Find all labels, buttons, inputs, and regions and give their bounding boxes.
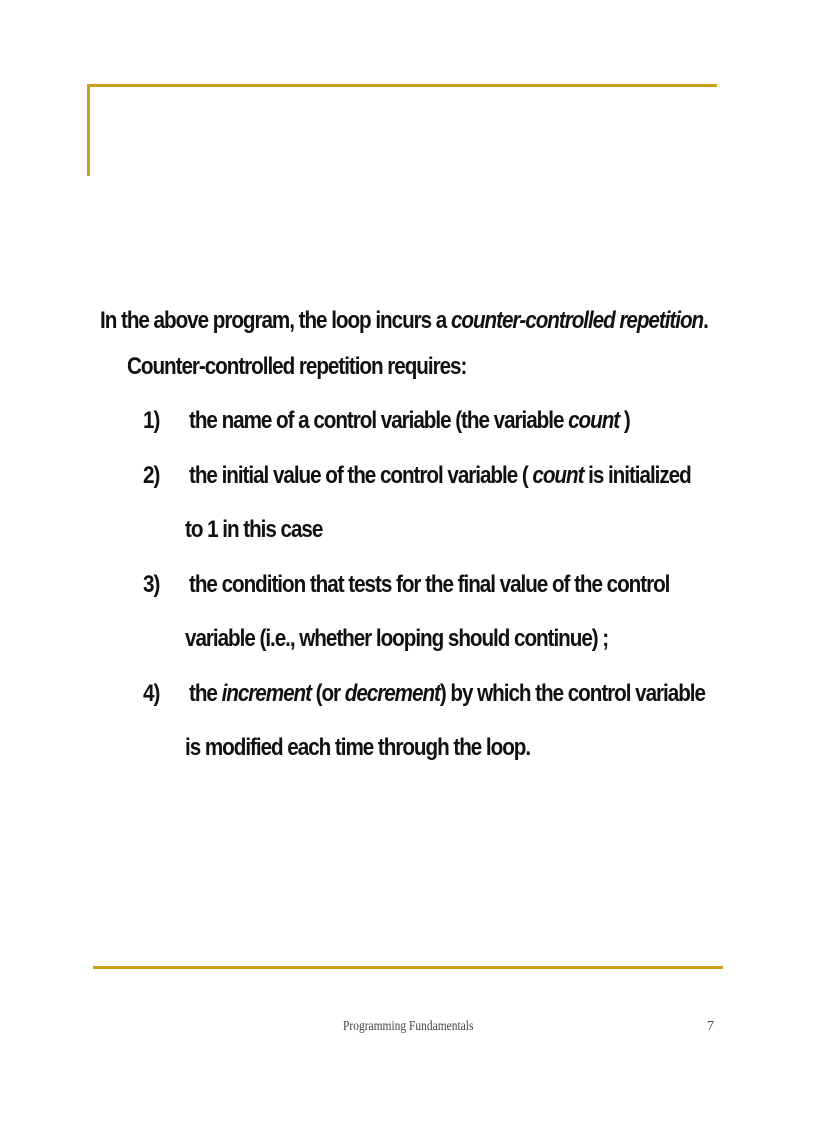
item-1-number: 1) xyxy=(143,407,160,434)
term-counter-controlled: counter-controlled repetition xyxy=(450,307,704,334)
item-4-number: 4) xyxy=(143,680,160,707)
item-1-text: the name of a control variable (the variable count ) xyxy=(189,407,630,434)
item-2-number: 2) xyxy=(143,462,160,489)
intro-line-1: In the above program, the loop incurs a counter-controlled repetition. xyxy=(100,307,708,334)
item-3-text-line-1: the condition that tests for the final value of the control xyxy=(189,571,670,598)
intro-line-2: Counter-controlled repetition requires: xyxy=(127,353,467,380)
footer-rule xyxy=(93,966,723,969)
item-3-number: 3) xyxy=(143,571,160,598)
item-2-text-line-2: to 1 in this case xyxy=(185,516,323,543)
item-2-text-line-1: the initial value of the control variable ( count is initialized xyxy=(189,462,691,489)
item-4-text-line-1: the increment (or decrement) by which the control variable xyxy=(189,680,705,707)
footer-title: Programming Fundamentals xyxy=(343,1019,474,1034)
item-3-text-line-2: variable (i.e., whether looping should continue) ; xyxy=(185,625,609,652)
page-number: 7 xyxy=(707,1019,714,1034)
item-4-text-line-2: is modified each time through the loop. xyxy=(185,734,531,761)
